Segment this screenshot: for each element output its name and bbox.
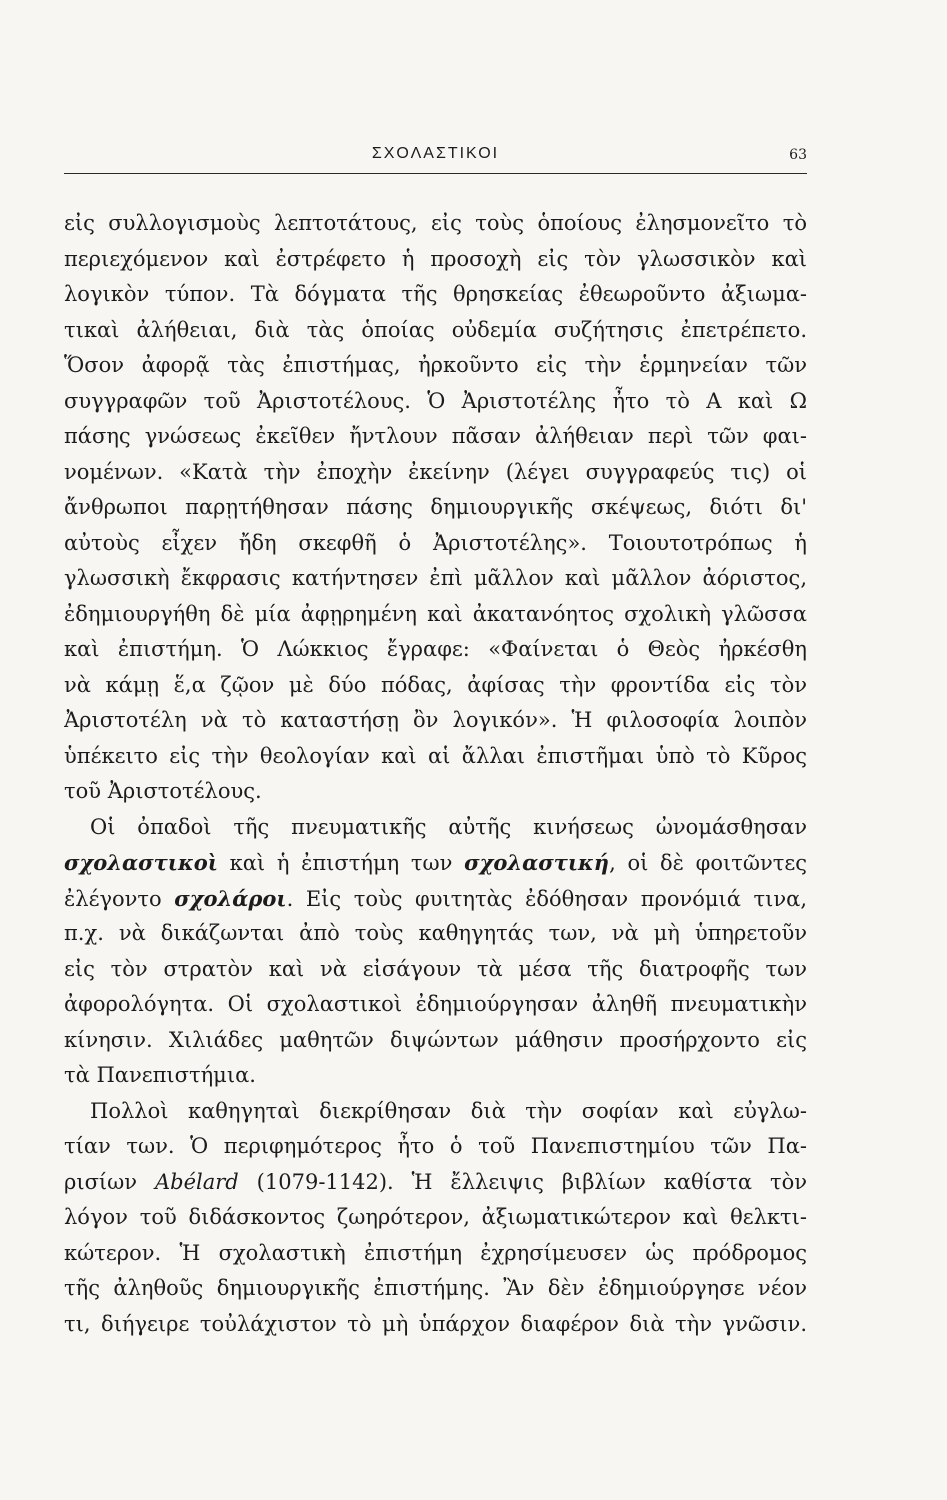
text-line: τικαὶ ἀλήθειαι, διὰ τὰς ὁποίας οὐδεμία συζήτησις ἐπετρέπετο. [64,317,807,342]
paragraph-2 [64,810,807,1094]
text-line [64,810,807,846]
text-line: τῆς ἀληθοῦς δημιουργικῆς ἐπιστήμης. Ἂν δὲν ἐδημιούργησε νέον [64,1276,807,1300]
text-line: τι, διήγειρε τοὐλάχιστον τὸ μὴ ὑπάρχον διαφέρον διὰ τὴν γνῶσιν. [64,1311,807,1336]
text-line: τοῦ Ἀριστοτέλους. [64,779,262,803]
text-line: ἀφορολόγητα. Οἱ σχολαστικοὶ ἐδημιούργησαν ἀληθῆ πνευματικὴν [64,992,807,1016]
text-line [64,1165,807,1201]
text-line: λόγον τοῦ διδάσκοντος ζωηρότερον, ἀξιωματικώτερον καὶ θελκτι- [64,1205,807,1229]
paragraph-3 [64,1094,807,1343]
text-line: π.χ. νὰ δικάζωνται ἀπὸ τοὺς καθηγητάς των, νὰ μὴ ὑπηρετοῦν [64,921,807,945]
text-line [64,881,807,917]
text-line: εἰς συλλογισμοὺς λεπτοτάτους, εἰς τοὺς ὁποίους ἐλησμονεῖτο τὸ [64,211,807,235]
emphasized-term: σχολάροι [174,885,287,911]
text-line: περιεχόμενον καὶ ἐστρέφετο ἡ προσοχὴ εἰς τὸν γλωσσικὸν καὶ [64,246,807,271]
text-line: ἐδημιουργήθη δὲ μία ἀφῃρημένη καὶ ἀκατανόητος σχολικὴ γλῶσσα [64,601,807,626]
text-line: Πολλοὶ καθηγηταὶ διεκρίθησαν διὰ τὴν σοφίαν καὶ εὐγλω- [90,1098,807,1123]
text-line: αὐτοὺς εἶχεν ἤδη σκεφθῆ ὁ Ἀριστοτέλης». Τοιουτοτρόπως ἡ [64,530,807,555]
text-line: συγγραφῶν τοῦ Ἀριστοτέλους. Ὁ Ἀριστοτέλης ἦτο τὸ Α καὶ Ω [64,388,807,413]
emphasized-term: σχολαστική [464,850,610,875]
text-run: ἐλέγοντο [64,886,175,911]
text-line: γλωσσικὴ ἔκφρασις κατήντησεν ἐπὶ μᾶλλον καὶ μᾶλλον ἀόριστος, [64,566,807,590]
text-run: , οἱ δὲ φοιτῶντες [609,851,807,875]
text-line: νομένων. «Κατὰ τὴν ἐποχὴν ἐκείνην (λέγει συγγραφεύς τις) οἱ [64,459,807,484]
italic-name: Abélard [154,1169,239,1194]
text-run: καὶ ἡ ἐπιστήμη των [217,851,465,875]
page-number: 63 [789,147,807,163]
text-line: κώτερον. Ἡ σχολαστικὴ ἐπιστήμη ἐχρησίμευσεν ὡς πρόδρομος [64,1240,807,1265]
emphasized-term: σχολαστικοὶ [64,850,218,875]
text-line: ὑπέκειτο εἰς τὴν θεολογίαν καὶ αἱ ἄλλαι ἐπιστῆμαι ὑπὸ τὸ Κῦρος [64,743,807,768]
text-line: καὶ ἐπιστήμη. Ὁ Λώκκιος ἔγραφε: «Φαίνεται ὁ Θεὸς ἠρκέσθη [64,637,807,661]
text-line: λογικὸν τύπον. Τὰ δόγματα τῆς θρησκείας ἐθεωροῦντο ἀξιωμα- [64,282,807,306]
text-run: (1079-1142). Ἡ ἔλλειψις βιβλίων καθίστα τὸν [238,1169,807,1194]
text-run: . Εἰς τοὺς φυιτητὰς ἐδόθησαν προνόμιά τινα, [286,886,807,911]
text-line: πάσης γνώσεως ἐκεῖθεν ἤντλουν πᾶσαν ἀλήθειαν περὶ τῶν φαι- [64,424,807,448]
text-run: Οἱ ὀπαδοὶ τῆς πνευματικῆς αὐτῆς κινήσεως ὠνομάσθησαν [90,814,807,839]
text-line [64,845,807,881]
text-line: Ἀριστοτέλη νὰ τὸ καταστήσῃ ὂν λογικόν». Ἡ φιλοσοφία λοιπὸν [64,708,807,732]
text-line: εἰς τὸν στρατὸν καὶ νὰ εἰσάγουν τὰ μέσα τῆς διατροφῆς των [64,956,807,981]
header-rule [64,173,807,174]
body-text [64,206,807,1342]
text-line: τὰ Πανεπιστήμια. [64,1063,256,1087]
text-line: τίαν των. Ὁ περιφημότερος ἦτο ὁ τοῦ Πανεπιστημίου τῶν Πα- [64,1134,807,1158]
text-line: ἄνθρωποι παρῃτήθησαν πάσης δημιουργικῆς σκέψεως, διότι δι' [64,495,807,519]
text-line: κίνησιν. Χιλιάδες μαθητῶν διψώντων μάθησιν προσήρχοντο εἰς [64,1027,807,1052]
text-line: νὰ κάμῃ ἕ,α ζῷον μὲ δύο πόδας, ἀφίσας τὴν φροντίδα εἰς τὸν [64,672,807,697]
text-run: ρισίων [64,1169,155,1194]
running-head [64,145,807,175]
paragraph-1 [64,206,807,810]
text-line: Ὅσον ἀφορᾷ τὰς ἐπιστήμας, ἠρκοῦντο εἰς τὴν ἑρμηνείαν τῶν [64,353,807,377]
running-title: ΣΧΟΛΑΣΤΙΚΟΙ [371,145,500,162]
